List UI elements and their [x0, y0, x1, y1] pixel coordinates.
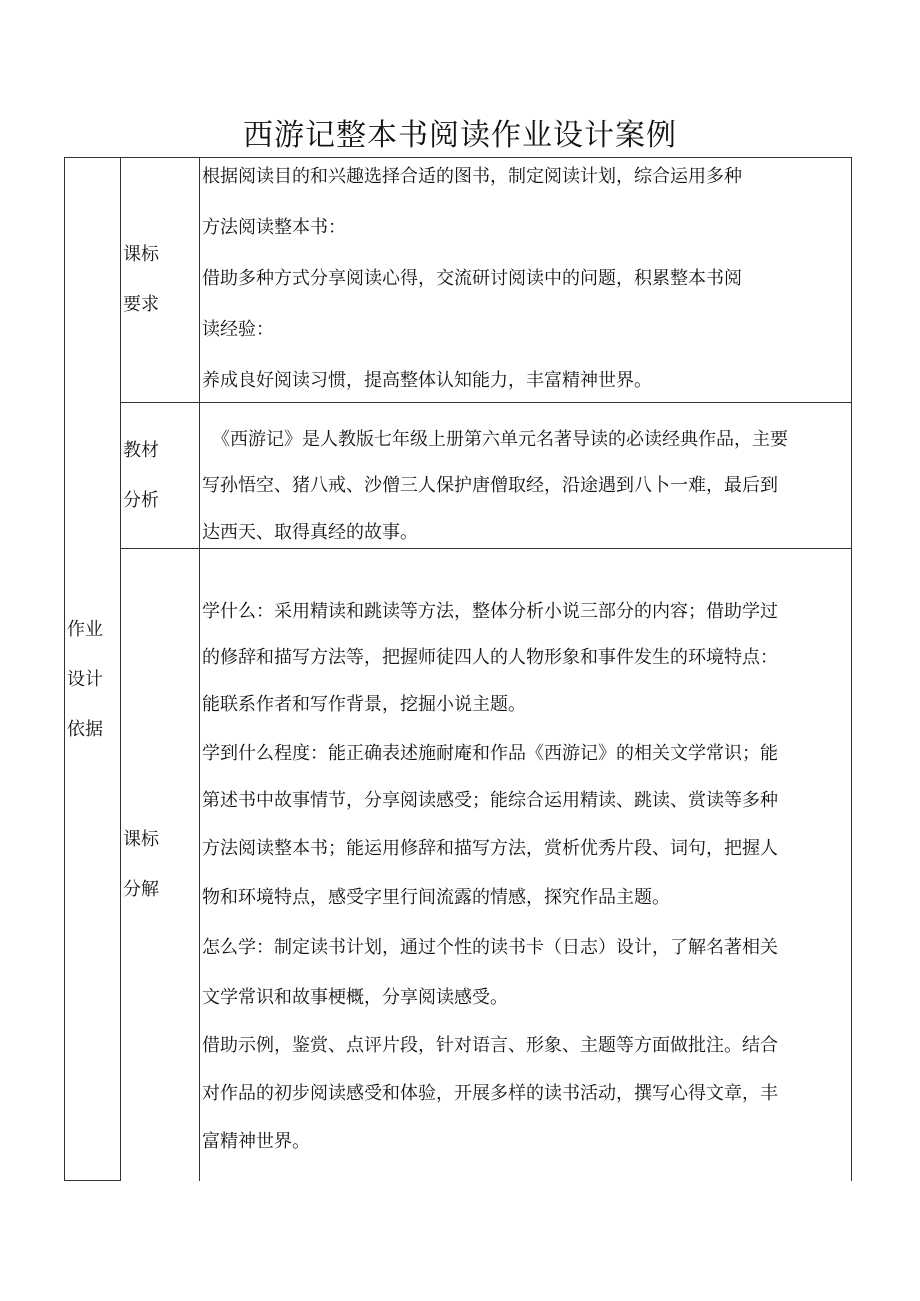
table-border-col2 — [199, 157, 200, 1181]
document-title: 西游记整本书阅读作业设计案例 — [243, 118, 677, 153]
section-label-line: 要求 — [123, 294, 159, 315]
section-label-line: 课标 — [123, 244, 159, 265]
section-label-line: 分解 — [123, 879, 159, 900]
content-line: 根据阅读目的和兴趣选择合适的图书，制定阅读计划，综合运用多种 — [202, 166, 742, 187]
content-line: 对作品的初步阅读感受和体验，开展多样的读书活动，撰写心得文章，丰 — [202, 1083, 778, 1104]
content-line: 学到什么程度：能正确表述施耐庵和作品《西游记》的相关文学常识；能 — [202, 743, 778, 764]
content-line: 的修辞和描写方法等，把握师徒四人的人物形象和事件发生的环境特点： — [202, 647, 778, 668]
content-line: 学什么：采用精读和跳读等方法，整体分析小说三部分的内容；借助学过 — [202, 601, 778, 622]
content-line: 方法阅读整本书；能运用修辞和描写方法，赏析优秀片段、词句，把握人 — [202, 838, 778, 859]
content-line: 读经验： — [202, 319, 274, 340]
content-line: 《西游记》是人教版七年级上册第六单元名著导读的必读经典作品，主要 — [212, 429, 788, 450]
content-line: 文学常识和故事梗概，分享阅读感受。 — [202, 987, 508, 1008]
content-line: 养成良好阅读习惯，提高整体认知能力，丰富精神世界。 — [202, 370, 652, 391]
design-basis-label — [67, 605, 103, 755]
design-basis-label-line: 作业 — [67, 619, 103, 640]
table-border-bottom-left — [64, 1180, 121, 1181]
section-label-line: 分析 — [123, 490, 159, 511]
content-line: 物和环境特点，感受字里行间流露的情感，探究作品主题。 — [202, 887, 670, 908]
table-border-left — [64, 157, 65, 1181]
table-border-top — [64, 157, 852, 158]
table-row-divider-1 — [120, 402, 852, 403]
content-line: 方法阅读整本书： — [202, 217, 346, 238]
content-line: 富精神世界。 — [202, 1131, 310, 1152]
table-border-right — [851, 157, 852, 1181]
section-label-line: 课标 — [123, 829, 159, 850]
design-basis-label-line: 设计 — [67, 669, 103, 690]
textbook-analysis-label — [123, 426, 159, 526]
content-line: 写孙悟空、猪八戒、沙僧三人保护唐僧取经，沿途遇到八卜一难，最后到 — [202, 475, 778, 496]
content-line: 第述书中故事情节，分享阅读感受；能综合运用精读、跳读、赏读等多种 — [202, 790, 778, 811]
table-row-divider-2 — [120, 548, 852, 549]
content-line: 能联系作者和写作背景，挖掘小说主题。 — [202, 694, 526, 715]
section-label-line: 教材 — [123, 440, 159, 461]
curriculum-breakdown-label — [123, 815, 159, 915]
content-line: 怎么学：制定读书计划，通过个性的读书卡（日志）设计，了解名著相关 — [202, 937, 778, 958]
content-line: 借助多种方式分享阅读心得，交流研讨阅读中的问题，积累整本书阅 — [202, 268, 742, 289]
table-border-col1 — [120, 157, 121, 1181]
content-line: 借助示例，鉴赏、点评片段，针对语言、形象、主题等方面做批注。结合 — [202, 1035, 778, 1056]
design-basis-label-line: 依据 — [67, 719, 103, 740]
curriculum-requirements-label — [123, 230, 159, 330]
content-line: 达西天、取得真经的故事。 — [202, 522, 418, 543]
